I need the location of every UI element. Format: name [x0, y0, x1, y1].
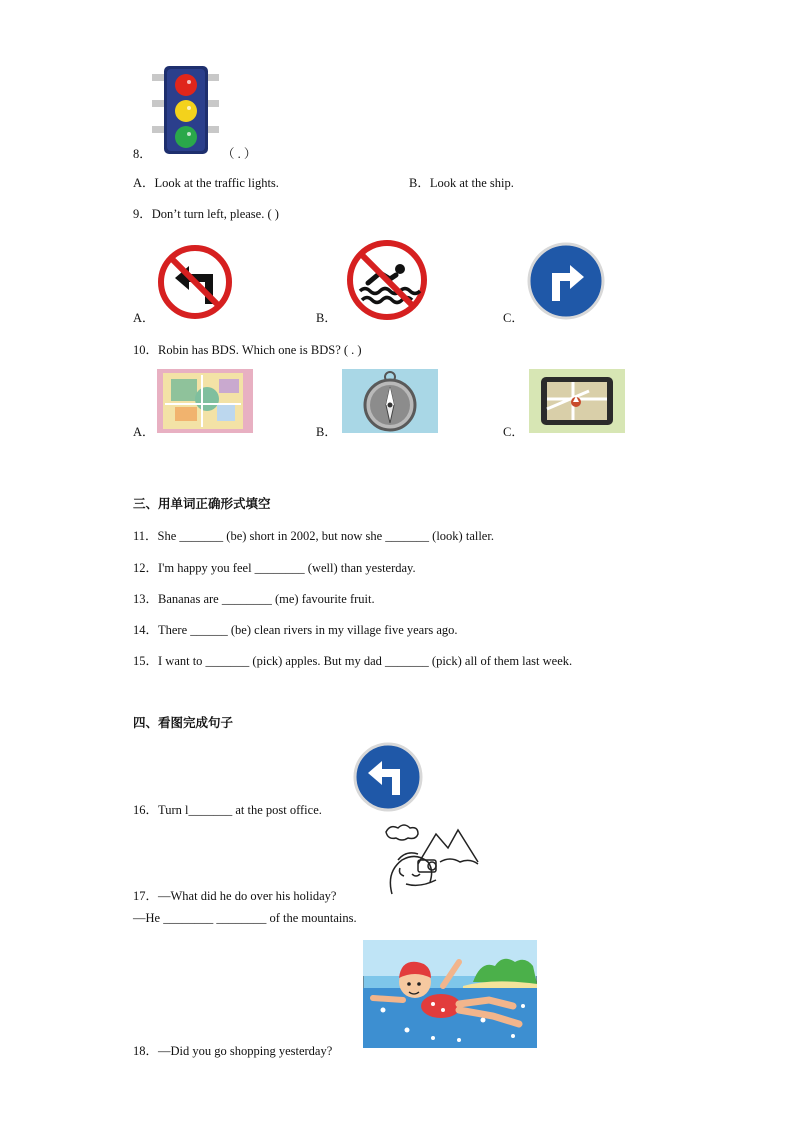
- traffic-light-image: [152, 64, 222, 158]
- turn-right-sign-icon: [526, 241, 606, 321]
- campus-map-image: [157, 369, 253, 433]
- q9-option-a-label: A．: [133, 311, 155, 325]
- no-swimming-sign-icon: [346, 239, 428, 321]
- q17-answer: —He ________ ________ of the mountains.: [133, 911, 357, 925]
- q8-option-a: A．Look at the traffic lights.: [133, 176, 279, 190]
- fill-blank-item: 13．Bananas are ________ (me) favourite fruit.: [133, 592, 375, 606]
- section4-title: 四、看图完成句子: [133, 715, 234, 730]
- q10-option-c-label: C．: [503, 425, 524, 439]
- fill-blank-item: 14．There ______ (be) clean rivers in my village five years ago.: [133, 623, 458, 637]
- no-left-turn-sign-icon: [157, 244, 233, 320]
- q10-option-a-label: A．: [133, 425, 155, 439]
- turn-left-sign-icon: [352, 741, 424, 813]
- q9-option-c-label: C．: [503, 311, 524, 325]
- fill-blank-item: 12．I'm happy you feel ________ (well) than yesterday.: [133, 561, 416, 575]
- q8-answer-parentheses: （ . ）: [222, 147, 257, 161]
- q16-sentence: 16．Turn l_______ at the post office.: [133, 803, 322, 817]
- fill-blank-item: 15．I want to _______ (pick) apples. But my dad _______ (pick) all of them last week.: [133, 654, 573, 668]
- q17-question: 17．—What did he do over his holiday?: [133, 889, 337, 903]
- girl-swimming-image: [363, 940, 537, 1048]
- boy-taking-photos-image: [378, 822, 482, 898]
- q10-option-b-label: B．: [316, 425, 337, 439]
- fill-blank-item: 11．She _______ (be) short in 2002, but now she _______ (look) taller.: [133, 529, 494, 543]
- q10-question: 10．Robin has BDS. Which one is BDS? ( . ): [133, 343, 362, 357]
- q9-question: 9．Don’t turn left, please. ( ): [133, 207, 279, 221]
- q8-option-b: B．Look at the ship.: [409, 176, 514, 190]
- gps-navigator-image: [529, 369, 625, 433]
- section3-title: 三、用单词正确形式填空: [133, 496, 271, 511]
- q18-question: 18．—Did you go shopping yesterday?: [133, 1044, 333, 1058]
- compass-image: [342, 369, 438, 433]
- q9-option-b-label: B．: [316, 311, 337, 325]
- q8-number: 8．: [133, 147, 152, 161]
